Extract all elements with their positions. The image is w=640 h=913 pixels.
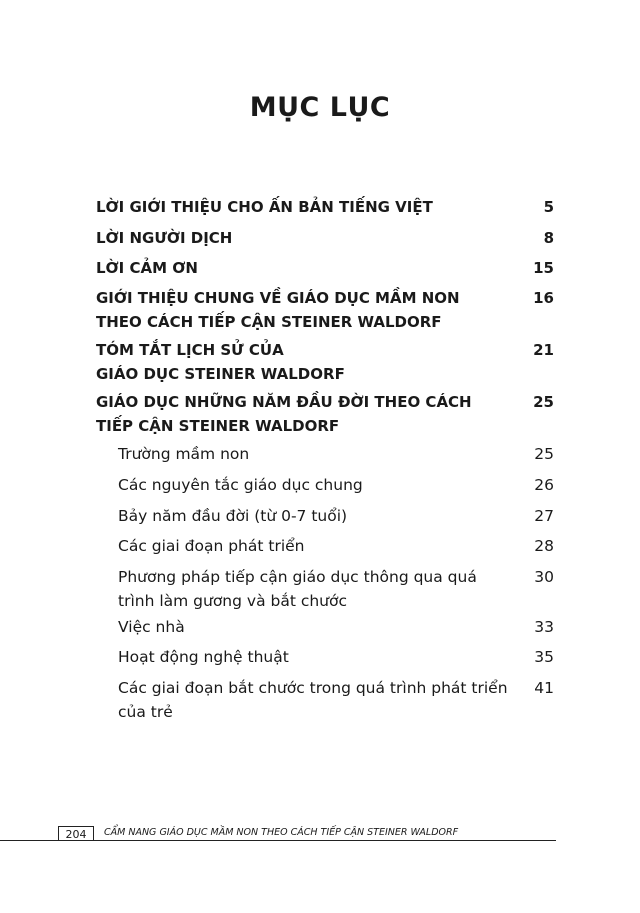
toc-subentry-title: Trường mầm non (118, 445, 250, 463)
toc-entry (96, 195, 554, 219)
page-title: MỤC LỤC (249, 92, 391, 123)
toc-entry (96, 338, 554, 386)
toc-subentry (118, 676, 554, 724)
toc-subentry-page: 26 (534, 476, 554, 494)
toc-subentry-title: Các giai đoạn phát triển (118, 537, 305, 555)
toc-entry-page: 15 (533, 259, 554, 277)
toc-entry-page: 16 (533, 289, 554, 307)
toc-subentry (118, 645, 554, 669)
toc-entry-page: 21 (533, 341, 554, 359)
toc-subentry-page: 28 (534, 537, 554, 555)
toc-entry-page: 8 (543, 229, 554, 247)
toc-subentry (118, 534, 554, 558)
toc-entry-page: 25 (533, 393, 554, 411)
toc-subentry-title: Bảy năm đầu đời (từ 0-7 tuổi) (118, 507, 348, 525)
toc-subentry-page: 41 (534, 679, 554, 697)
toc-subentry-page: 30 (534, 568, 554, 586)
toc-subentry-page: 25 (534, 445, 554, 463)
toc-entry-title: GIÁO DỤC NHỮNG NĂM ĐẦU ĐỜI THEO CÁCH TIẾP CẬN STEINER WALDORF (96, 393, 472, 435)
footer-book-title: CẨM NANG GIÁO DỤC MẦM NON THEO CÁCH TIẾP CẬN STEINER WALDORF (104, 827, 459, 838)
toc-subentry-page: 35 (534, 648, 554, 666)
toc-entry (96, 390, 554, 438)
toc-subentry-title: Các nguyên tắc giáo dục chung (118, 476, 363, 494)
toc-entry (96, 226, 554, 250)
toc-entry (96, 256, 554, 280)
toc-entry-title: GIỚI THIỆU CHUNG VỀ GIÁO DỤC MẦM NON THEO CÁCH TIẾP CẬN STEINER WALDORF (96, 289, 460, 331)
toc-subentry (118, 473, 554, 497)
toc-subentry (118, 442, 554, 466)
toc-subentry-title: Các giai đoạn bắt chước trong quá trình phát triển của trẻ (118, 679, 508, 721)
toc-entry-title: LỜI GIỚI THIỆU CHO ẤN BẢN TIẾNG VIỆT (96, 198, 433, 216)
toc-entry-page: 5 (543, 198, 554, 216)
toc-subentry-title: Hoạt động nghệ thuật (118, 648, 289, 666)
toc-subentry-page: 33 (534, 618, 554, 636)
toc-entry-title: LỜI NGƯỜI DỊCH (96, 229, 233, 247)
toc-entry-title: LỜI CẢM ƠN (96, 259, 198, 277)
toc-subentry-page: 27 (534, 507, 554, 525)
toc-subentry (118, 565, 554, 613)
footer-page-number: 204 (58, 826, 94, 841)
toc-entry-title: TÓM TẮT LỊCH SỬ CỦA GIÁO DỤC STEINER WALDORF (96, 341, 345, 383)
toc-subentry (118, 615, 554, 639)
toc-entry (96, 286, 554, 334)
toc-subentry-title: Việc nhà (118, 618, 185, 636)
toc-subentry (118, 504, 554, 528)
toc-subentry-title: Phương pháp tiếp cận giáo dục thông qua quá trình làm gương và bắt chước (118, 568, 477, 610)
